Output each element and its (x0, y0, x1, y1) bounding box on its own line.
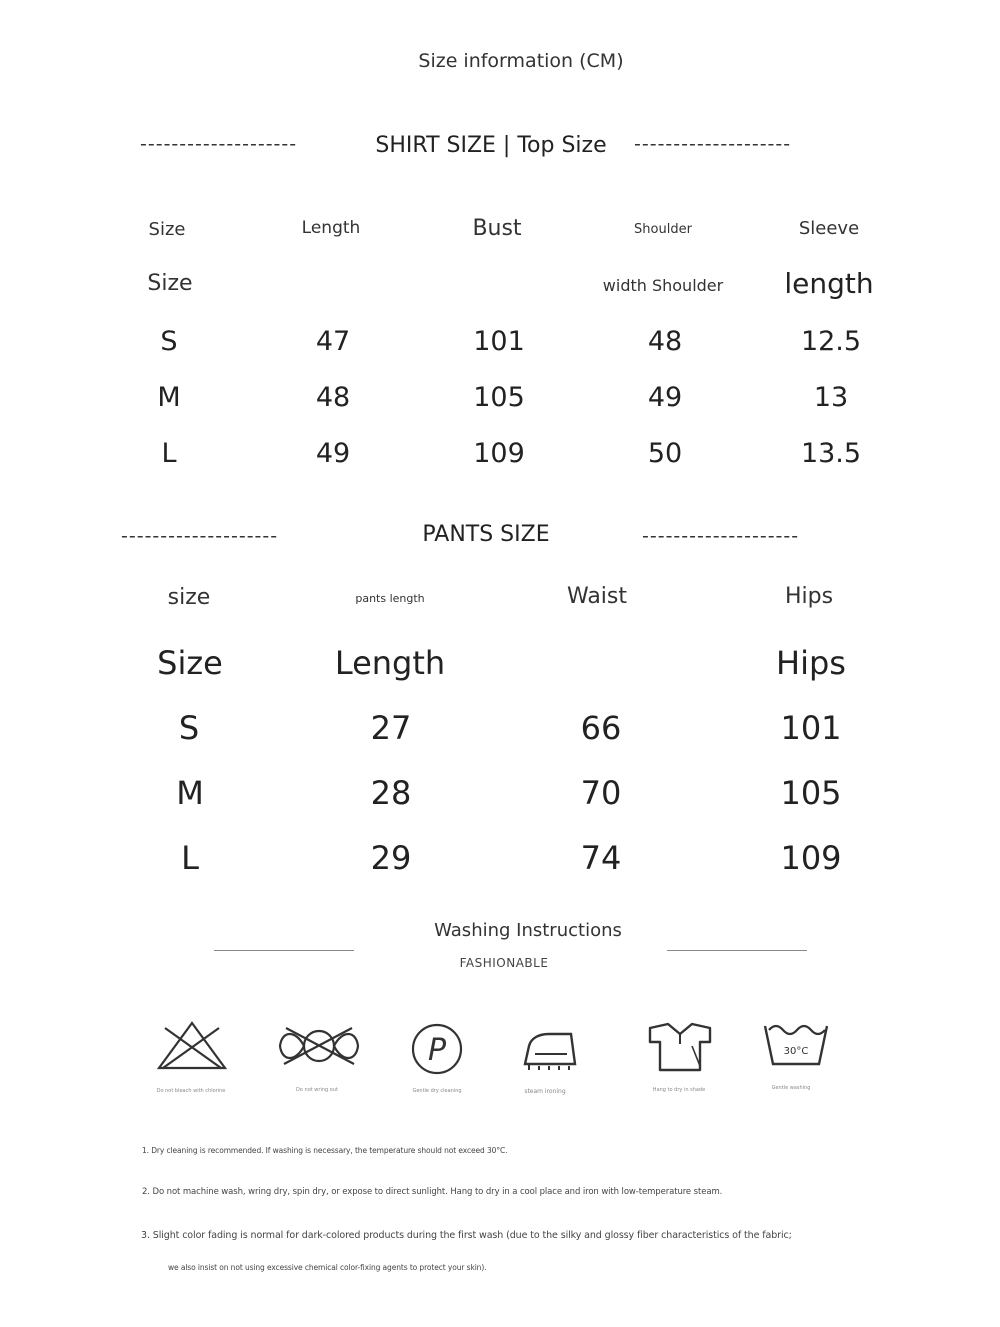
shirt-header-size: Size (148, 219, 186, 240)
pants-cell: 66 (580, 709, 622, 747)
icon-caption: Do not bleach with chlorine (156, 1088, 226, 1094)
pants-header-hips: Hips (784, 584, 834, 609)
wash-temp-label: 30°C (783, 1046, 809, 1057)
shirt-cell: 49 (647, 382, 683, 413)
shirt-cell: 13 (813, 382, 849, 413)
shirt-cell: 48 (647, 326, 683, 357)
dry-clean-p-icon (410, 1022, 464, 1076)
shirt-cell: 13.5 (800, 438, 862, 469)
shirt-cell: 101 (473, 326, 525, 357)
no-bleach-icon (155, 1020, 229, 1072)
washing-rule-left (214, 950, 354, 951)
svg-text:P: P (427, 1033, 447, 1068)
divider-dashes-left: -------------------- (140, 133, 298, 155)
pants-cell: M (176, 774, 204, 812)
icon-caption: Gentle dry cleaning (412, 1088, 462, 1094)
pants-cell: 101 (780, 709, 842, 747)
pants-cell: 109 (780, 839, 842, 877)
divider-dashes-right: -------------------- (634, 133, 792, 155)
pants-cell: 105 (780, 774, 842, 812)
shirt-header-sleeve: Sleeve (798, 218, 860, 239)
shirt-cell: 50 (647, 438, 683, 469)
shirt-cell: S (160, 326, 178, 357)
pants-cell: 70 (580, 774, 622, 812)
shirt-subheader-shoulder: width Shoulder (602, 276, 724, 295)
wash-30-icon (761, 1020, 831, 1070)
shirt-cell: M (157, 382, 181, 413)
pants-cell: 29 (370, 839, 412, 877)
shirt-cell: 48 (315, 382, 351, 413)
shirt-cell: L (161, 438, 177, 469)
icon-caption: Do not wring out (296, 1087, 338, 1093)
shirt-subheader-size: Size (147, 271, 193, 296)
washing-rule-right (667, 950, 807, 951)
shirt-subheader-sleeve: length (784, 267, 874, 300)
pants-section-title: PANTS SIZE (422, 522, 550, 547)
page-title: Size information (CM) (418, 50, 624, 72)
shirt-cell: 47 (315, 326, 351, 357)
iron-steam-icon (519, 1024, 579, 1076)
shirt-header-length: Length (301, 218, 361, 238)
pants-header-length: pants length (355, 592, 425, 605)
pants-cell: 28 (370, 774, 412, 812)
pants-cell: 27 (370, 709, 412, 747)
pants-subheader-length: Length (334, 644, 446, 682)
hang-dry-icon (646, 1020, 714, 1074)
pants-cell: 74 (580, 839, 622, 877)
pants-header-waist: Waist (566, 584, 628, 609)
care-note-2: 2. Do not machine wash, wring dry, spin dry, or expose to direct sunlight. Hang to dry in a cool place and iron with low-temperature steam. (142, 1187, 723, 1197)
shirt-cell: 12.5 (800, 326, 862, 357)
pants-cell: S (178, 709, 200, 747)
shirt-header-bust: Bust (472, 216, 522, 241)
pants-subheader-hips: Hips (776, 644, 846, 682)
pants-header-size: size (167, 585, 211, 610)
care-note-3-continued: we also insist on not using excessive chemical color-fixing agents to protect your skin). (168, 1263, 487, 1272)
washing-title: Washing Instructions (434, 920, 622, 941)
icon-caption: steam ironing (524, 1088, 566, 1095)
pants-cell: L (181, 839, 199, 877)
shirt-cell: 109 (473, 438, 525, 469)
pants-subheader-size: Size (157, 644, 223, 682)
washing-subtitle: FASHIONABLE (459, 956, 549, 970)
icon-caption: Hang to dry in shade (652, 1087, 706, 1093)
divider-dashes-right: -------------------- (642, 525, 800, 547)
care-note-1: 1. Dry cleaning is recommended. If washing is necessary, the temperature should not exceed 30°C. (142, 1146, 508, 1155)
divider-dashes-left: -------------------- (121, 525, 279, 547)
care-note-3: 3. Slight color fading is normal for dark-colored products during the first wash (due to the silky and glossy fiber characteristics of the fabric; (141, 1230, 792, 1241)
shirt-cell: 105 (473, 382, 525, 413)
shirt-header-shoulder: Shoulder (634, 222, 692, 237)
icon-caption: Gentle washing (771, 1085, 811, 1091)
shirt-cell: 49 (315, 438, 351, 469)
shirt-section-title: SHIRT SIZE | Top Size (375, 133, 607, 158)
no-wring-icon (276, 1022, 362, 1070)
